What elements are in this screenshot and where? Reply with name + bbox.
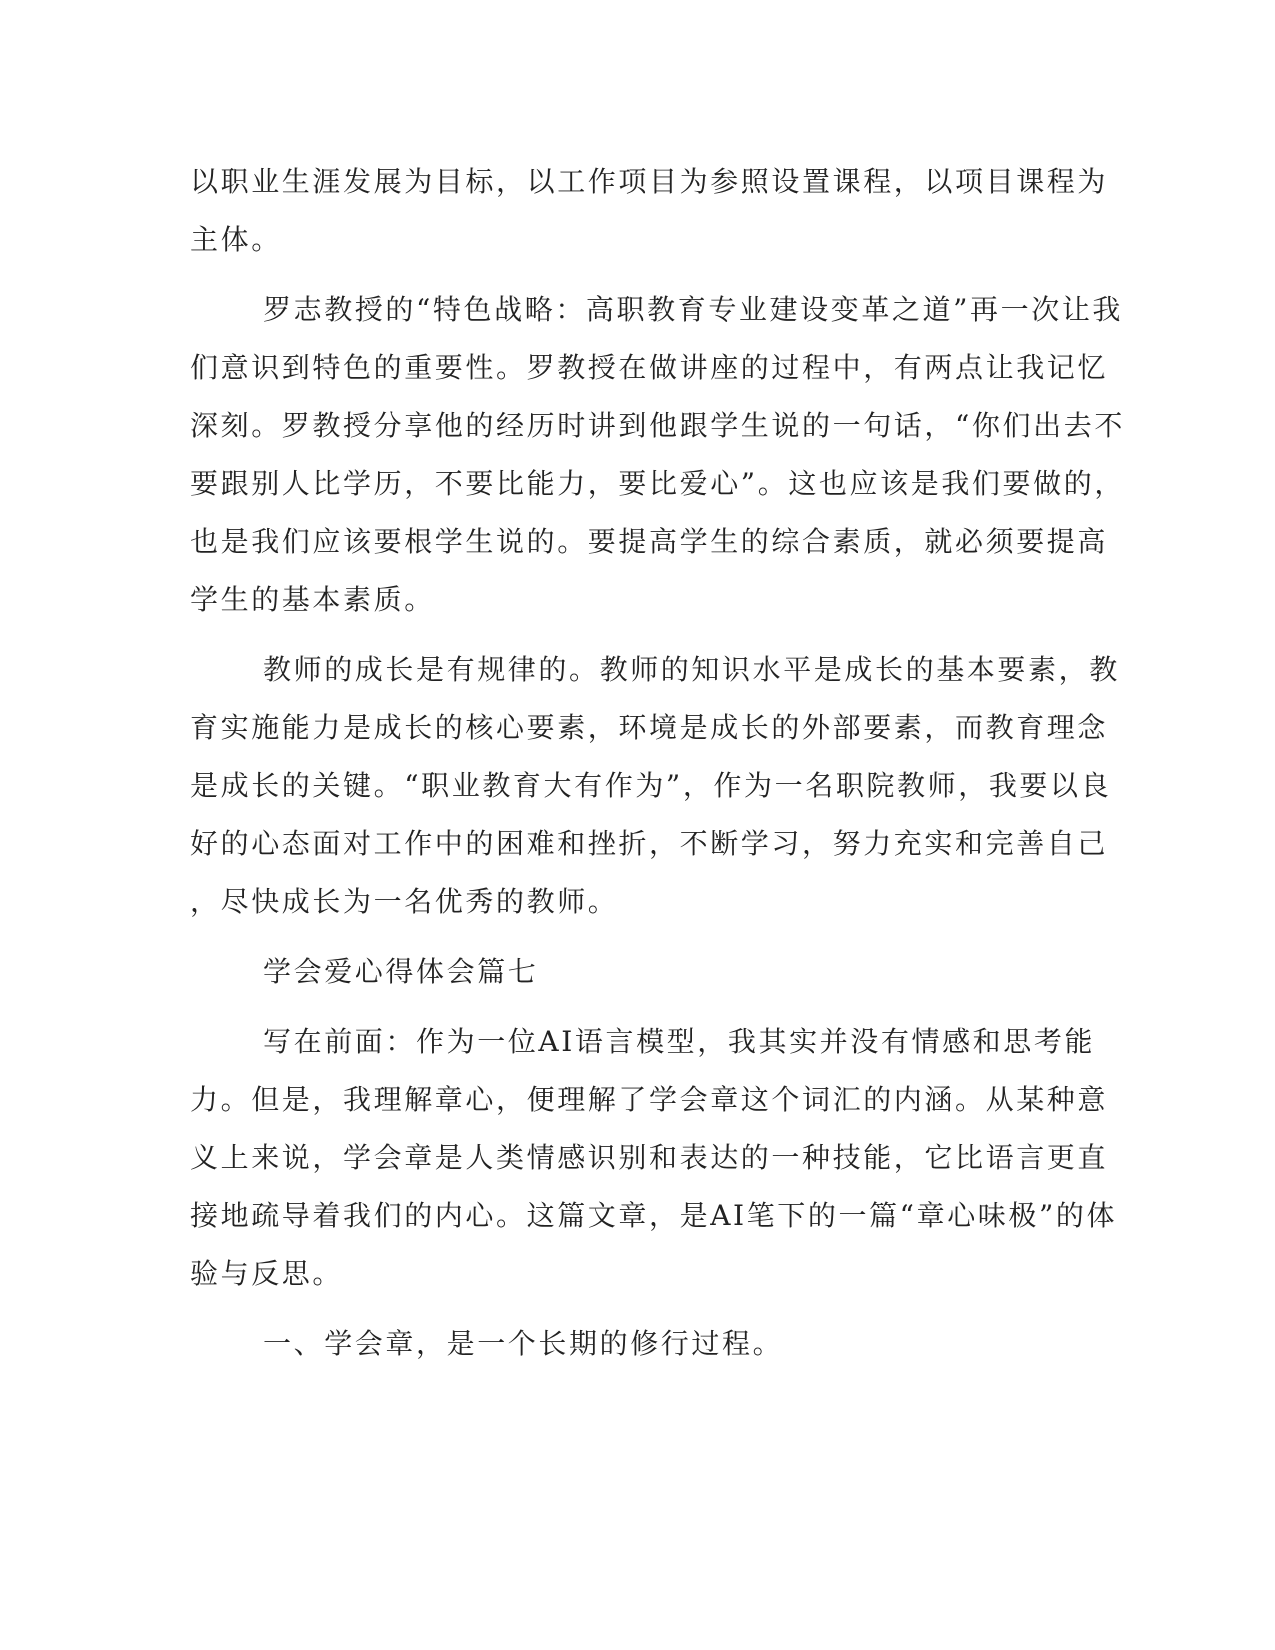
text-line: ，尽快成长为一名优秀的教师。 xyxy=(190,885,619,918)
text-line: 主体。 xyxy=(190,223,282,256)
text-line: 学生的基本素质。 xyxy=(190,583,435,616)
text-line: 们意识到特色的重要性。罗教授在做讲座的过程中，有两点让我记忆 xyxy=(190,351,1109,384)
section-heading: 学会爱心得体会篇七 xyxy=(263,955,539,988)
text-line: 罗志教授的“特色战略：高职教育专业建设变革之道”再一次让我 xyxy=(263,293,1124,326)
text-line: 接地疏导着我们的内心。这篇文章，是AI笔下的一篇“章心味极”的体 xyxy=(190,1199,1118,1232)
text-line: 一、学会章，是一个长期的修行过程。 xyxy=(263,1327,784,1360)
text-line: 教师的成长是有规律的。教师的知识水平是成长的基本要素，教 xyxy=(263,653,1120,686)
text-line: 要跟别人比学历，不要比能力，要比爱心”。这也应该是我们要做的， xyxy=(190,467,1125,500)
text-line: 也是我们应该要根学生说的。要提高学生的综合素质，就必须要提高 xyxy=(190,525,1109,558)
text-line: 以职业生涯发展为目标，以工作项目为参照设置课程，以项目课程为 xyxy=(190,165,1109,198)
text-line: 好的心态面对工作中的困难和挫折，不断学习，努力充实和完善自己 xyxy=(190,827,1109,860)
text-line: 写在前面：作为一位AI语言模型，我其实并没有情感和思考能 xyxy=(263,1025,1096,1058)
text-line: 是成长的关键。“职业教育大有作为”，作为一名职院教师，我要以良 xyxy=(190,769,1112,802)
text-line: 育实施能力是成长的核心要素，环境是成长的外部要素，而教育理念 xyxy=(190,711,1109,744)
text-line: 深刻。罗教授分享他的经历时讲到他跟学生说的一句话，“你们出去不 xyxy=(190,409,1125,442)
text-line: 力。但是，我理解章心，便理解了学会章这个词汇的内涵。从某种意 xyxy=(190,1083,1109,1116)
text-line: 义上来说，学会章是人类情感识别和表达的一种技能，它比语言更直 xyxy=(190,1141,1109,1174)
text-line: 验与反思。 xyxy=(190,1257,344,1290)
